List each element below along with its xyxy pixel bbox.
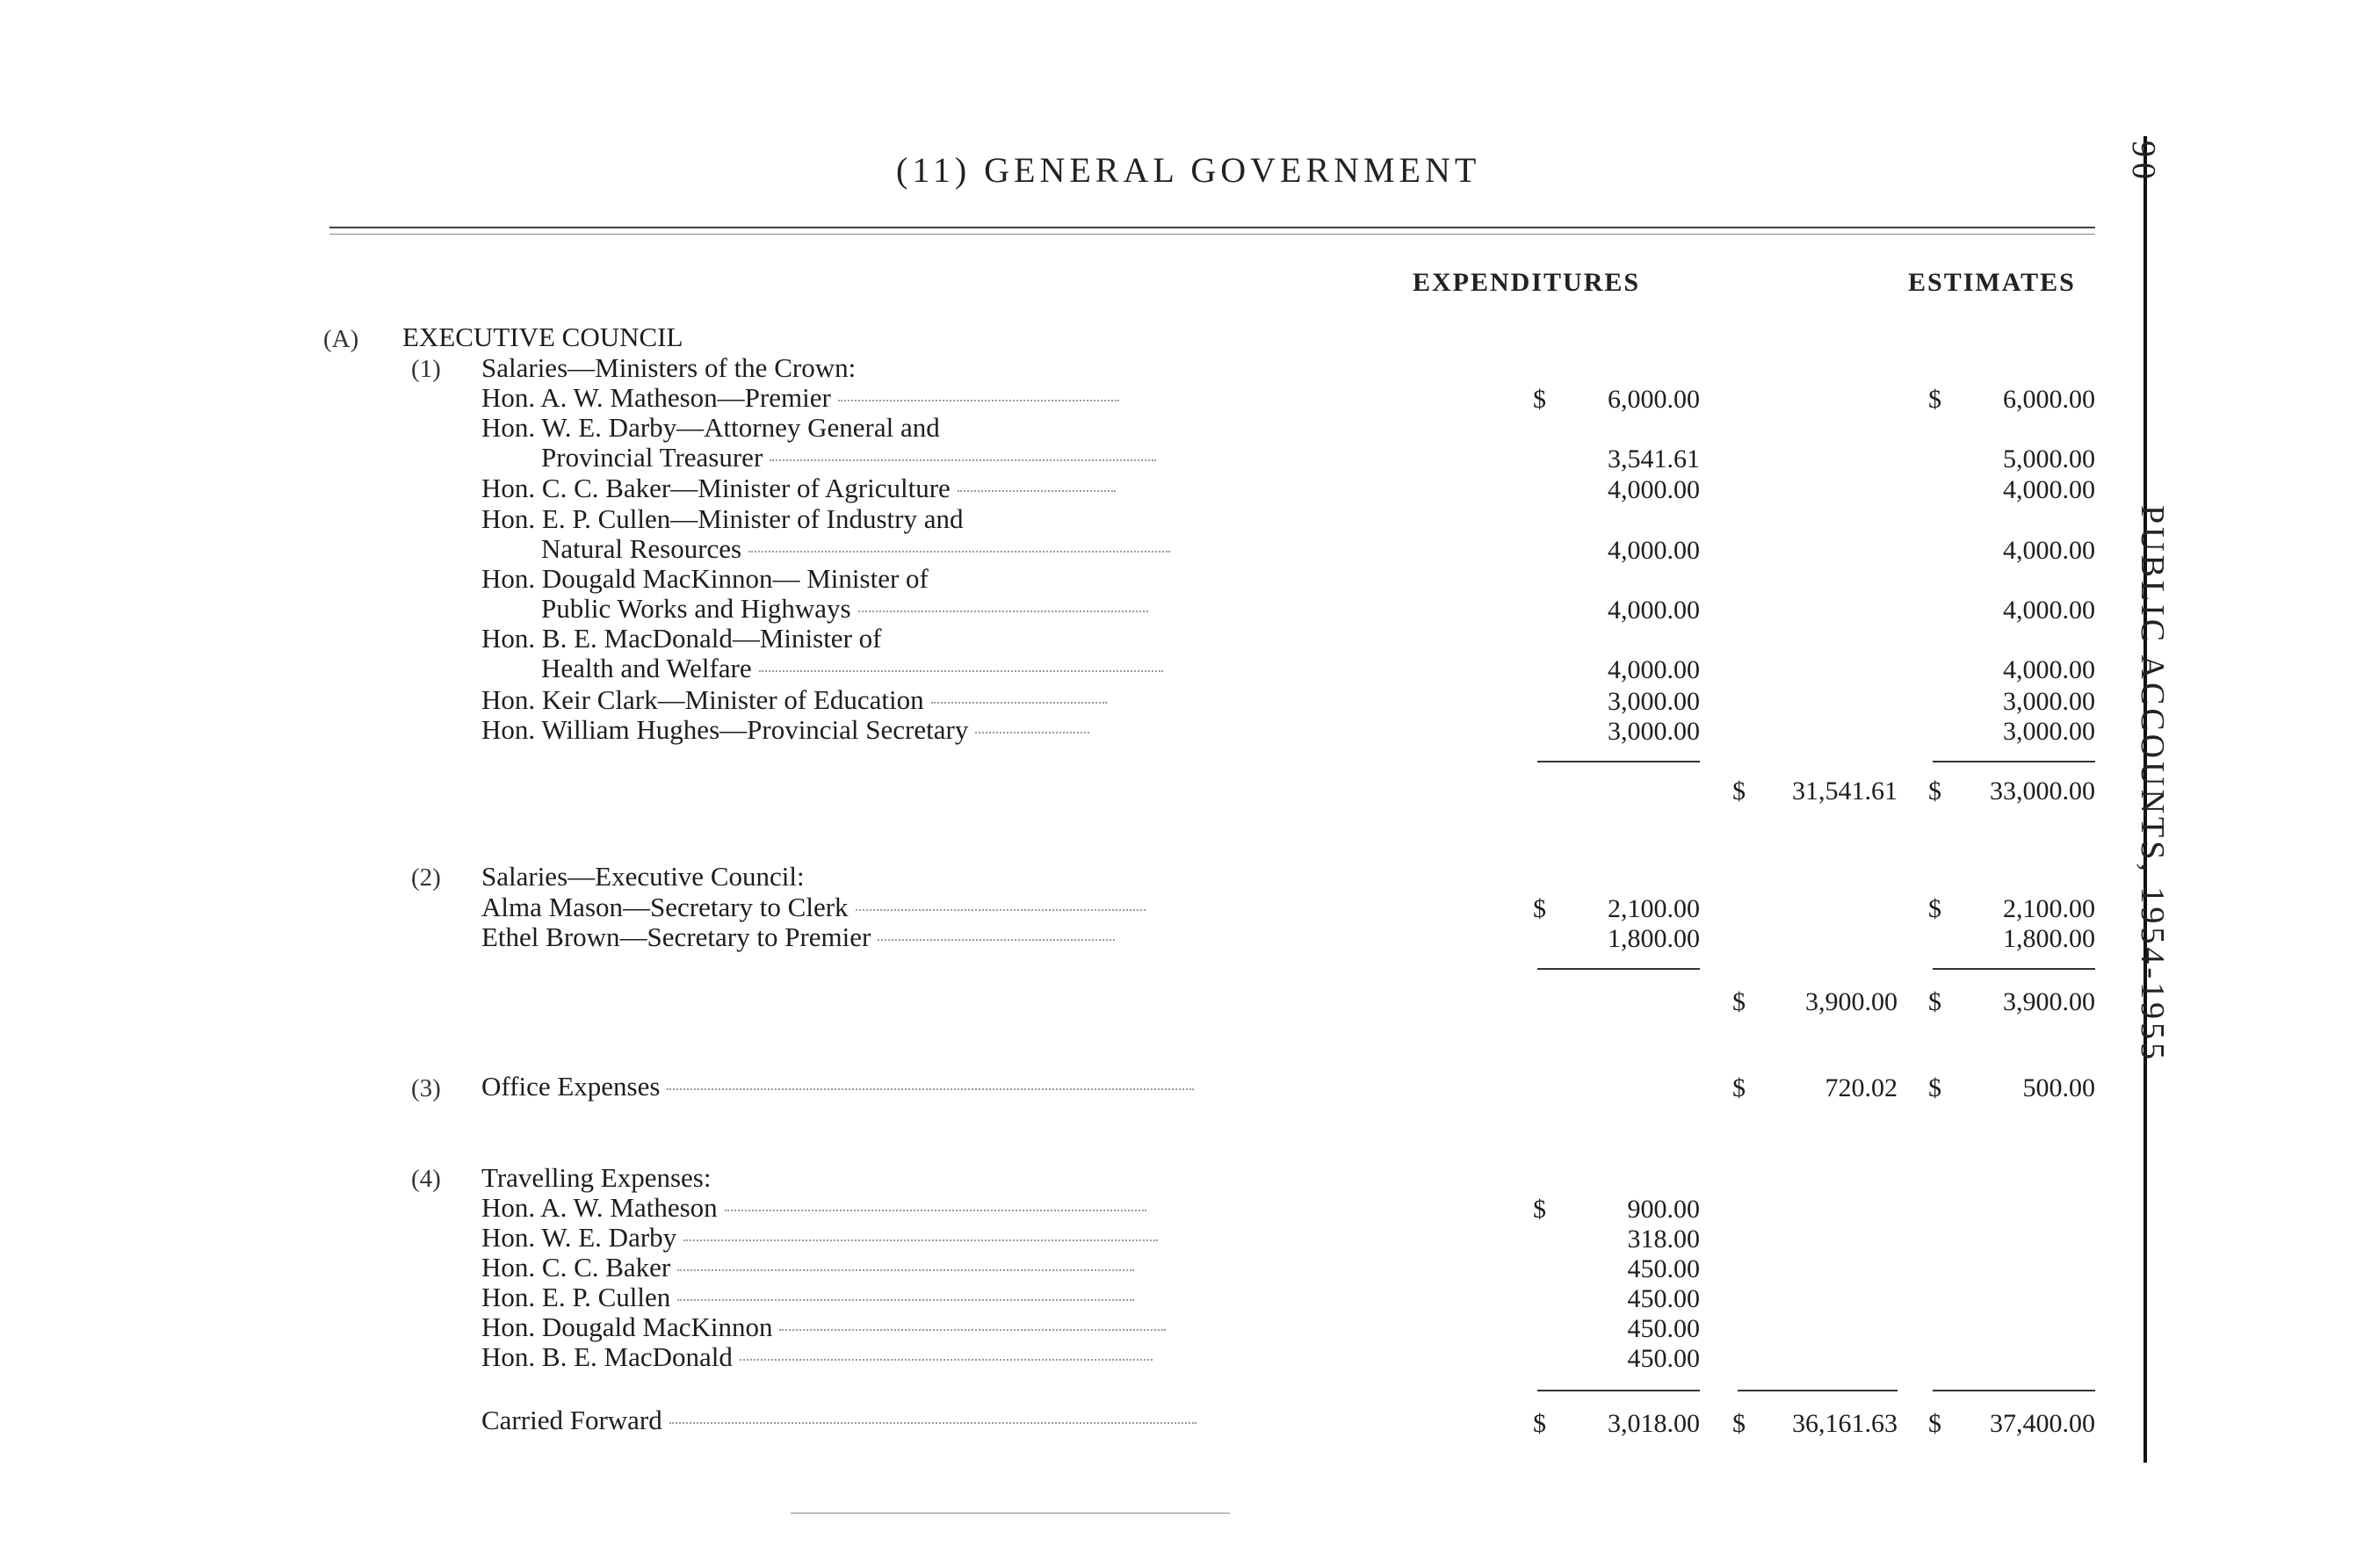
sub1-row-5-line2 <box>541 654 1272 683</box>
sub1-row-7-line1 <box>481 715 1272 745</box>
sub4-row-3-label-wrap <box>481 1283 1134 1312</box>
cf-underline-2 <box>1738 1390 1898 1391</box>
sub2-row-1-est: 1,800.00 <box>2003 924 2095 953</box>
sub1-row-1-line2 <box>541 443 1272 473</box>
sub2-row-0-label: Alma Mason—Secretary to Clerk <box>481 892 849 922</box>
sub1-row-2-line1-label: Hon. C. C. Baker—Minister of Agriculture <box>481 473 951 503</box>
sub4-row-2-exp: 450.00 <box>1627 1254 1700 1283</box>
sub1-total-exp: 31,541.61 <box>1792 777 1898 806</box>
sub3-est-total: 500.00 <box>2022 1073 2095 1102</box>
sub1-row-4-line1 <box>481 564 1272 594</box>
sub2-row-1-exp: 1,800.00 <box>1608 924 1700 953</box>
sub1-row-4-exp: 4,000.00 <box>1608 596 1700 625</box>
sub1-row-3-exp: 4,000.00 <box>1608 536 1700 565</box>
sub1-row-0-line1 <box>481 383 1272 413</box>
sub1-row-4-line2 <box>541 594 1272 624</box>
sub3-title: Office Expenses <box>481 1071 661 1102</box>
sub3-est-dollar: $ <box>1928 1073 1941 1102</box>
sub3-exp-dollar: $ <box>1732 1073 1746 1102</box>
sub1-row-6-line1 <box>481 685 1272 715</box>
sub1-row-5-est: 4,000.00 <box>2003 655 2095 684</box>
sub4-row-0-exp-dollar: $ <box>1533 1195 1546 1224</box>
dot-leader <box>779 1327 1166 1331</box>
sub4-row-1 <box>481 1223 1272 1253</box>
sub1-row-3-line1 <box>481 504 1272 534</box>
sub4-row-0-label-wrap <box>481 1193 1146 1223</box>
section-a-marker: (A) <box>323 325 359 353</box>
sub3-marker: (3) <box>411 1074 441 1102</box>
dot-leader <box>669 1420 1196 1424</box>
sub1-row-5-line1-label: Hon. B. E. MacDonald—Minister of <box>481 623 882 654</box>
sub1-row-0-line1-label: Hon. A. W. Matheson—Premier <box>481 382 831 413</box>
carried-forward-row <box>481 1405 1272 1435</box>
dot-leader <box>838 398 1119 401</box>
sub4-row-1-label: Hon. W. E. Darby <box>481 1222 677 1253</box>
sub1-row-7-exp: 3,000.00 <box>1608 717 1700 746</box>
cf-dollar-2: $ <box>1732 1409 1746 1438</box>
sub2-total-est-dollar: $ <box>1928 987 1941 1016</box>
sub1-row-5-line2-label-wrap <box>541 654 1163 683</box>
dot-leader <box>931 700 1107 704</box>
sub1-row-7-line1-label-wrap <box>481 715 1089 745</box>
sub1-row-0-exp: 6,000.00 <box>1608 385 1700 414</box>
sub1-row-2-est: 4,000.00 <box>2003 475 2095 504</box>
sub1-row-0-line1-label-wrap <box>481 383 1119 413</box>
sub1-marker: (1) <box>411 355 441 383</box>
sub2-row-0-exp: 2,100.00 <box>1608 894 1700 923</box>
cf-sub-total: 3,018.00 <box>1608 1409 1700 1438</box>
sub2-row-0-exp-dollar: $ <box>1533 894 1546 923</box>
sub1-row-5-line1-label-wrap <box>481 624 881 654</box>
page-number: 90 <box>2125 141 2162 184</box>
sub2-total-exp: 3,900.00 <box>1805 987 1898 1016</box>
sub4-row-1-exp: 318.00 <box>1627 1225 1700 1254</box>
sub4-row-1-label-wrap <box>481 1223 1158 1253</box>
header-rule-thin <box>329 234 2095 235</box>
cf-underline-3 <box>1933 1390 2095 1391</box>
page-title: (11) GENERAL GOVERNMENT <box>896 150 1481 190</box>
sub1-row-6-exp: 3,000.00 <box>1608 687 1700 716</box>
dot-leader <box>677 1268 1134 1271</box>
sub4-row-5-label-wrap <box>481 1342 1153 1372</box>
sub1-row-0-est: 6,000.00 <box>2003 385 2095 414</box>
section-a-title: EXECUTIVE COUNCIL <box>402 322 683 352</box>
sub1-row-1-line1-label-wrap <box>481 413 940 443</box>
sub1-row-3-line2 <box>541 534 1272 564</box>
dot-leader <box>770 458 1156 461</box>
sub2-row-1-label-wrap <box>481 922 1115 952</box>
sub4-row-4-label: Hon. Dougald MacKinnon <box>481 1311 773 1342</box>
sub4-row-3-label: Hon. E. P. Cullen <box>481 1282 671 1312</box>
sub1-row-5-exp: 4,000.00 <box>1608 655 1700 684</box>
sub4-row-4-label-wrap <box>481 1312 1166 1342</box>
sub1-row-5-line2-label: Health and Welfare <box>541 653 752 683</box>
sub1-row-6-line1-label: Hon. Keir Clark—Minister of Education <box>481 684 924 715</box>
dot-leader <box>725 1208 1146 1211</box>
sub1-row-4-est: 4,000.00 <box>2003 596 2095 625</box>
dot-leader <box>683 1238 1158 1241</box>
sub1-row-0-exp-dollar: $ <box>1533 385 1546 414</box>
sub4-marker: (4) <box>411 1165 441 1193</box>
sub4-row-4-exp: 450.00 <box>1627 1314 1700 1343</box>
sub1-row-3-est: 4,000.00 <box>2003 536 2095 565</box>
cf-exp-total: 36,161.63 <box>1792 1409 1898 1438</box>
sub2-row-0-est: 2,100.00 <box>2003 894 2095 923</box>
sub1-row-5-line1 <box>481 624 1272 654</box>
sub1-row-1-line1 <box>481 413 1272 443</box>
sub2-title: Salaries—Executive Council: <box>481 861 805 892</box>
sub4-title: Travelling Expenses: <box>481 1162 712 1193</box>
sub1-row-3-line2-label-wrap <box>541 534 1170 564</box>
sub1-row-3-line1-label-wrap <box>481 504 964 534</box>
sub3-row <box>481 1072 1272 1102</box>
sub1-row-2-line1 <box>481 473 1272 503</box>
sub4-row-2-label: Hon. C. C. Baker <box>481 1252 671 1283</box>
expenditures-header: EXPENDITURES <box>1413 268 1641 297</box>
sub1-row-7-est: 3,000.00 <box>2003 717 2095 746</box>
sub1-title: Salaries—Ministers of the Crown: <box>481 352 857 383</box>
sub2-exp-underline <box>1537 968 1700 970</box>
sub1-row-2-line1-label-wrap <box>481 473 1116 503</box>
sub1-row-4-line1-label-wrap <box>481 564 929 594</box>
sub1-row-1-line2-label-wrap <box>541 443 1156 473</box>
dot-leader <box>856 907 1146 911</box>
sub1-row-3-line1-label: Hon. E. P. Cullen—Minister of Industry and <box>481 503 964 534</box>
dot-leader <box>740 1357 1153 1361</box>
sub1-row-2-exp: 4,000.00 <box>1608 475 1700 504</box>
dot-leader <box>667 1087 1194 1090</box>
estimates-header: ESTIMATES <box>1908 268 2076 297</box>
sub2-row-0-label-wrap <box>481 892 1146 922</box>
dot-leader <box>677 1297 1134 1301</box>
sub1-row-4-line1-label: Hon. Dougald MacKinnon— Minister of <box>481 563 929 594</box>
sub4-row-5-exp: 450.00 <box>1627 1344 1700 1373</box>
sub4-row-2-label-wrap <box>481 1253 1134 1283</box>
sub2-row-1 <box>481 922 1272 952</box>
sub1-row-4-line2-label: Public Works and Highways <box>541 593 851 624</box>
header-rule <box>329 227 2095 228</box>
sub3-exp-total: 720.02 <box>1825 1073 1898 1102</box>
carried-forward-label: Carried Forward <box>481 1405 662 1435</box>
sub1-total-est-dollar: $ <box>1928 777 1941 806</box>
sub4-row-3-exp: 450.00 <box>1627 1284 1700 1313</box>
sub2-total-est: 3,900.00 <box>2003 987 2095 1016</box>
sub1-est-underline <box>1933 761 2095 762</box>
sub4-row-3 <box>481 1283 1272 1312</box>
sub2-row-0 <box>481 892 1272 922</box>
sub1-row-1-est: 5,000.00 <box>2003 444 2095 473</box>
dot-leader <box>878 937 1115 941</box>
sub1-row-4-line2-label-wrap <box>541 594 1148 624</box>
sub1-row-6-est: 3,000.00 <box>2003 687 2095 716</box>
sub1-total-est: 33,000.00 <box>1990 777 2095 806</box>
sub1-row-3-line2-label: Natural Resources <box>541 533 742 564</box>
sub1-row-1-line1-label: Hon. W. E. Darby—Attorney General and <box>481 412 940 443</box>
sub4-row-0 <box>481 1193 1272 1223</box>
sub2-marker: (2) <box>411 863 441 892</box>
sub2-total-exp-dollar: $ <box>1732 987 1746 1016</box>
side-title: PUBLIC ACCOUNTS, 1954-1955 <box>2134 505 2171 1063</box>
cf-est-total: 37,400.00 <box>1990 1409 2095 1438</box>
sub2-row-0-est-dollar: $ <box>1928 894 1941 923</box>
dot-leader <box>858 609 1148 612</box>
sub2-est-underline <box>1933 968 2095 970</box>
sub1-row-0-est-dollar: $ <box>1928 385 1941 414</box>
cf-underline-1 <box>1537 1390 1700 1391</box>
sub4-row-5 <box>481 1342 1272 1372</box>
sub1-exp-underline <box>1537 761 1700 762</box>
dot-leader <box>975 730 1089 733</box>
sub4-row-5-label: Hon. B. E. MacDonald <box>481 1341 733 1372</box>
sub2-row-1-label: Ethel Brown—Secretary to Premier <box>481 921 871 952</box>
sub1-row-1-line2-label: Provincial Treasurer <box>541 442 763 473</box>
sub1-row-1-exp: 3,541.61 <box>1608 444 1700 473</box>
sub1-row-6-line1-label-wrap <box>481 685 1107 715</box>
sub1-row-7-line1-label: Hon. William Hughes—Provincial Secretary <box>481 714 969 745</box>
cf-dollar-3: $ <box>1928 1409 1941 1438</box>
dot-leader <box>958 488 1116 492</box>
dot-leader <box>748 549 1170 553</box>
sub4-row-4 <box>481 1312 1272 1342</box>
sub1-total-exp-dollar: $ <box>1732 777 1746 806</box>
sub4-row-0-exp: 900.00 <box>1627 1195 1700 1224</box>
dot-leader <box>759 668 1163 672</box>
bottom-rule <box>791 1513 1230 1514</box>
sub4-row-2 <box>481 1253 1272 1283</box>
sub4-row-0-label: Hon. A. W. Matheson <box>481 1192 718 1223</box>
cf-dollar-1: $ <box>1533 1409 1546 1438</box>
